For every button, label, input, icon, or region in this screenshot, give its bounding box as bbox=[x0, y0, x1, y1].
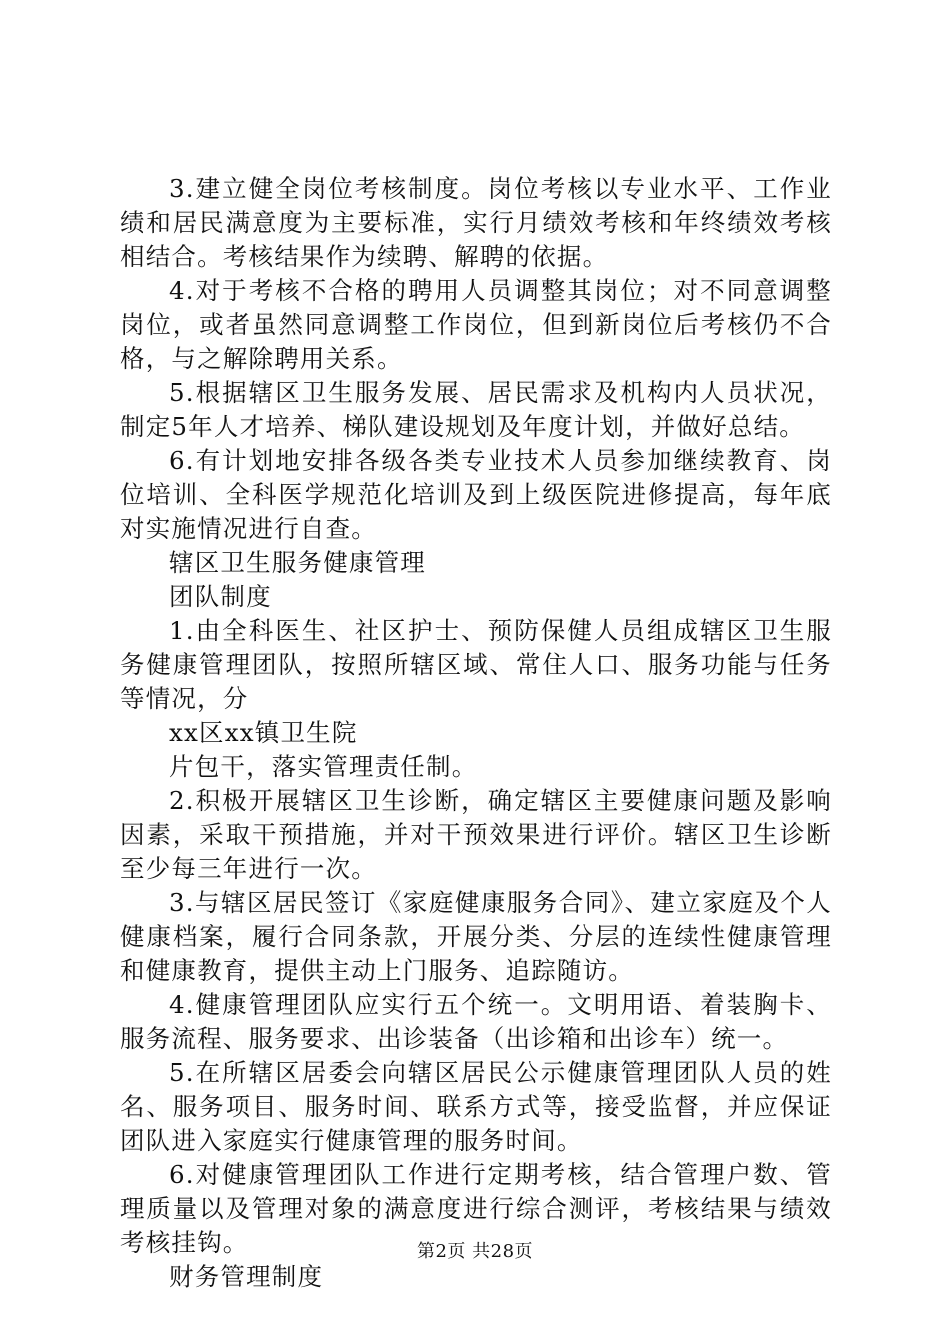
institution-name: xx区xx镇卫生院 bbox=[169, 718, 358, 747]
section-heading-finance: 财务管理制度 bbox=[169, 1262, 324, 1291]
section-heading-team-system: 团队制度 bbox=[169, 582, 272, 611]
page-number-footer: 第2页 共28页 bbox=[416, 1241, 534, 1262]
paragraph-7: 2.积极开展辖区卫生诊断，确定辖区主要健康问题及影响因素，采取干预措施，并对干预效果进行评价。辖区卫生诊断至少每三年进行一次。 bbox=[120, 786, 832, 883]
paragraph-9: 4.健康管理团队应实行五个统一。文明用语、着装胸卡、服务流程、服务要求、出诊装备（出诊箱和出诊车）统一。 bbox=[120, 990, 832, 1053]
paragraph-1: 3.建立健全岗位考核制度。岗位考核以专业水平、工作业绩和居民满意度为主要标准，实行月绩效考核和年终绩效考核相结合。考核结果作为续聘、解聘的依据。 bbox=[120, 174, 832, 271]
paragraph-4: 6.有计划地安排各级各类专业技术人员参加继续教育、岗位培训、全科医学规范化培训及到上级医院进修提高，每年底对实施情况进行自查。 bbox=[120, 446, 832, 543]
paragraph-11: 6.对健康管理团队工作进行定期考核，结合管理户数、管理质量以及管理对象的满意度进行综合测评，考核结果与绩效考核挂钩。 bbox=[120, 1160, 832, 1257]
paragraph-10: 5.在所辖区居委会向辖区居民公示健康管理团队人员的姓名、服务项目、服务时间、联系方式等，接受监督，并应保证团队进入家庭实行健康管理的服务时间。 bbox=[120, 1058, 832, 1155]
paragraph-8: 3.与辖区居民签订《家庭健康服务合同》、建立家庭及个人健康档案，履行合同条款，开展分类、分层的连续性健康管理和健康教育，提供主动上门服务、追踪随访。 bbox=[120, 888, 832, 985]
paragraph-3: 5.根据辖区卫生服务发展、居民需求及机构内人员状况，制定5年人才培养、梯队建设规划及年度计划，并做好总结。 bbox=[120, 378, 832, 441]
paragraph-5: 1.由全科医生、社区护士、预防保健人员组成辖区卫生服务健康管理团队，按照所辖区域、常住人口、服务功能与任务等情况，分 bbox=[120, 616, 832, 713]
paragraph-6: 片包干，落实管理责任制。 bbox=[169, 752, 478, 781]
document-body bbox=[120, 172, 832, 1294]
paragraph-2: 4.对于考核不合格的聘用人员调整其岗位；对不同意调整岗位，或者虽然同意调整工作岗位，但到新岗位后考核仍不合格，与之解除聘用关系。 bbox=[120, 276, 832, 373]
section-heading-health-management: 辖区卫生服务健康管理 bbox=[169, 548, 426, 577]
